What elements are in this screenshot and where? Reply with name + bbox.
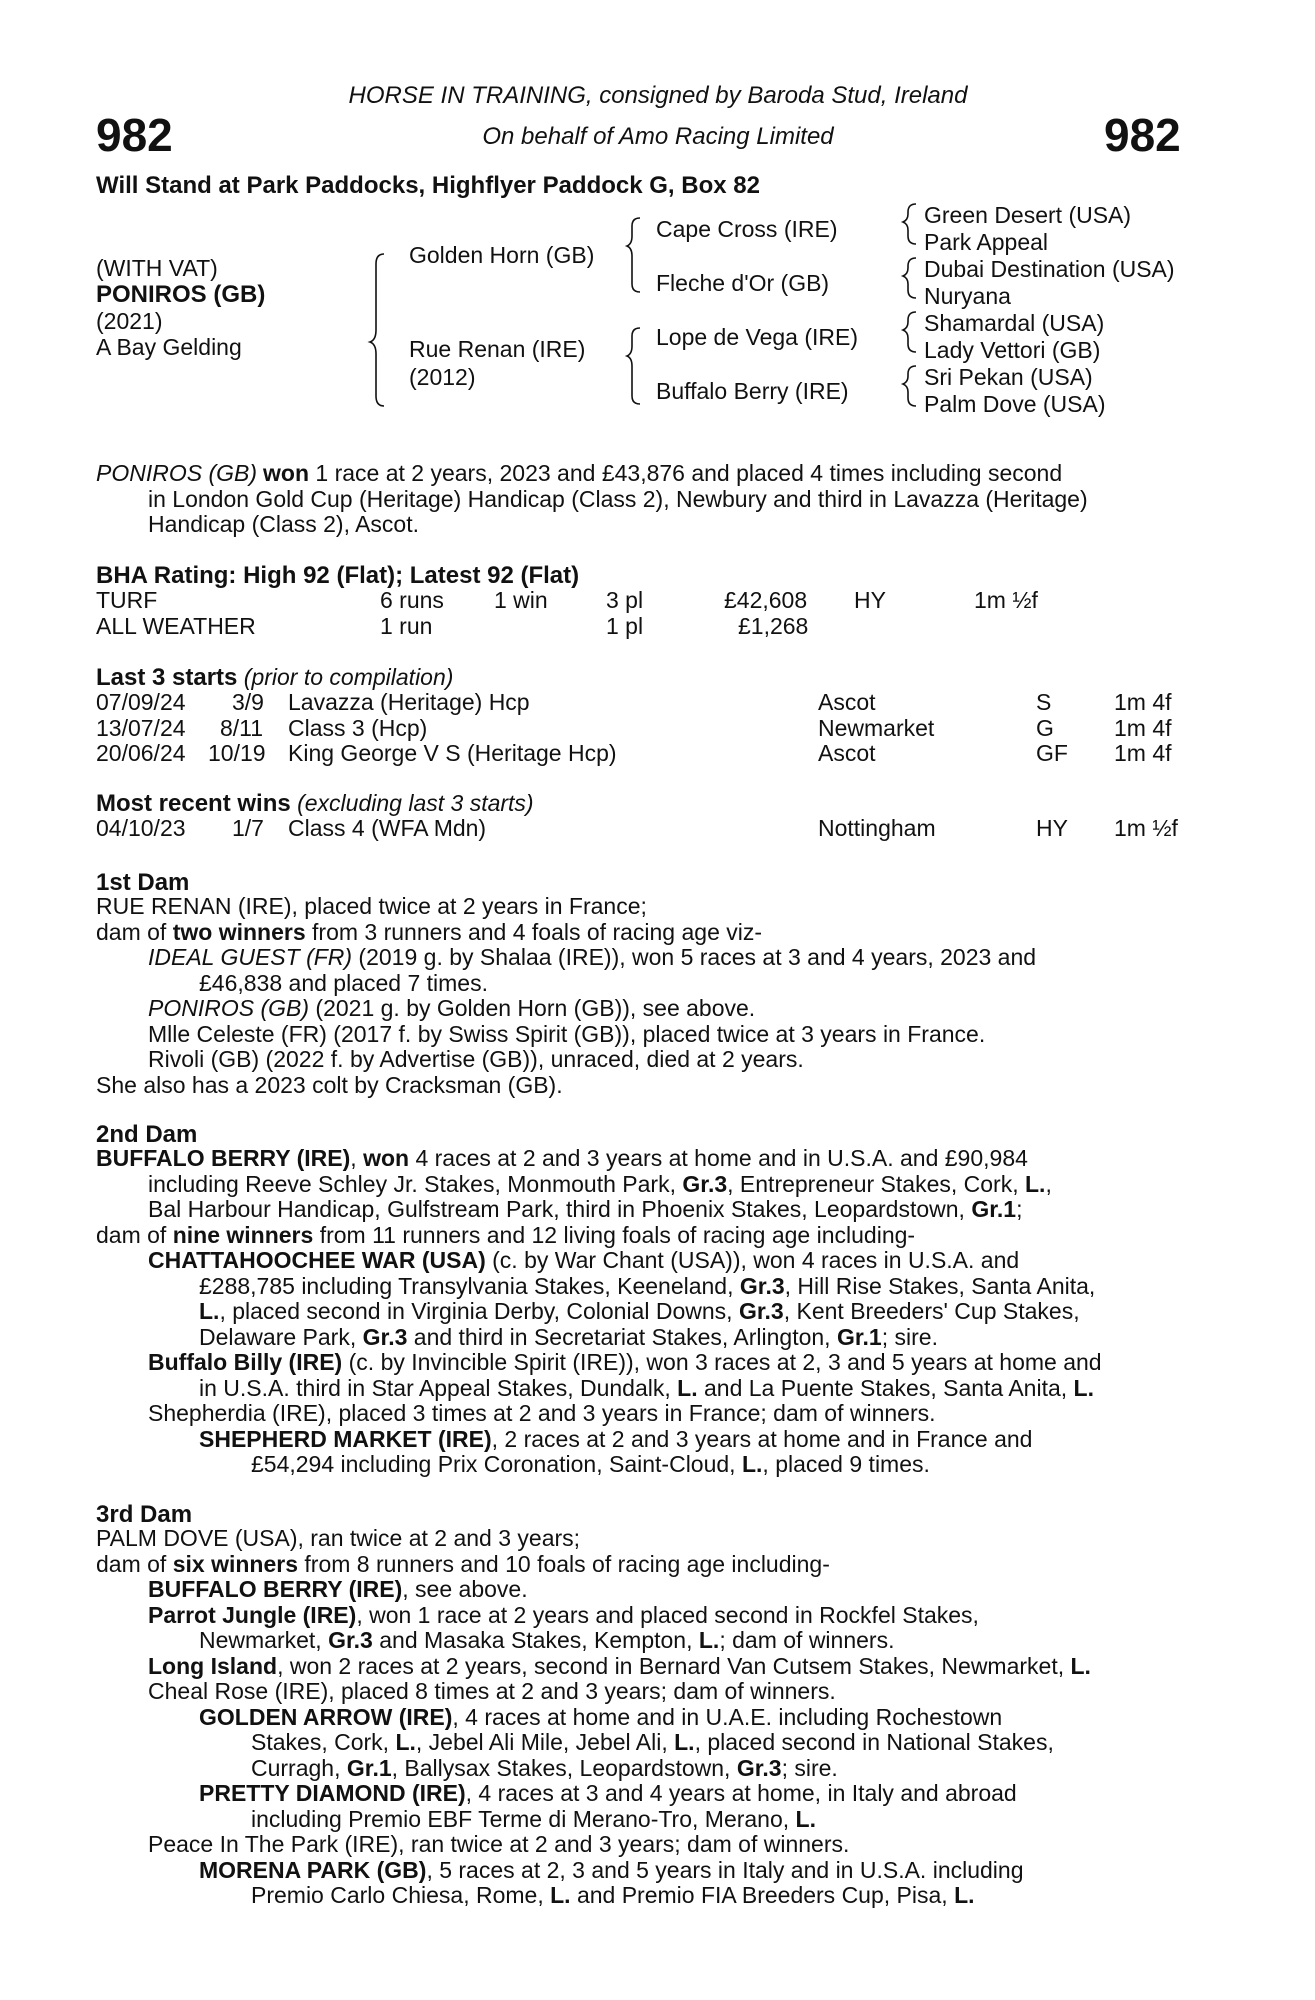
start-distance: 1m 4f	[1114, 714, 1172, 741]
grade-label: Gr.1	[971, 1196, 1017, 1222]
rating-distance: 1m ½f	[974, 587, 1038, 613]
dam3-heading: 3rd Dam	[96, 1501, 193, 1528]
pedigree-gen3-4: Nuryana	[924, 283, 1011, 309]
summary-line3: Handicap (Class 2), Ascot.	[148, 511, 420, 537]
start-date: 20/06/24	[96, 740, 186, 766]
start-course: Ascot	[818, 740, 876, 766]
recent-wins-heading-line	[96, 790, 534, 818]
grade-label: Gr.3	[739, 1272, 785, 1299]
recent-wins-heading: Most recent wins	[96, 790, 291, 817]
dam1-section	[96, 894, 1206, 1098]
start-date: 13/07/24	[96, 714, 186, 741]
text-fragment: from 3 runners and 4 foals of racing age viz-	[305, 918, 763, 945]
rating-runs: 1 run	[380, 612, 433, 639]
start-distance: 1m 4f	[1114, 689, 1172, 715]
recent-wins-table	[96, 816, 1196, 842]
recent-wins-note: (excluding last 3 starts)	[297, 790, 534, 816]
grade-label: Gr.3	[328, 1627, 373, 1653]
text-fragment: , won 2 races at 2 years, second in Bernard Van Cutsem Stakes, Newmarket,	[277, 1652, 1071, 1679]
winners-count: nine winners	[172, 1221, 314, 1248]
text-fragment: , Entrepreneur Stakes, Cork,	[727, 1170, 1025, 1197]
produce-name: MORENA PARK (GB)	[199, 1856, 427, 1883]
text-fragment: and Masaka Stakes, Kempton,	[372, 1627, 699, 1653]
dam3-produce-summary	[96, 1552, 1206, 1578]
pedigree-gen3-6: Lady Vettori (GB)	[924, 337, 1101, 363]
win-distance: 1m ½f	[1114, 815, 1178, 841]
produce-name: BUFFALO BERRY (IRE)	[148, 1576, 403, 1602]
produce-entry-cont	[96, 1274, 1206, 1300]
pedigree-gen3-7: Sri Pekan (USA)	[924, 364, 1093, 390]
last-starts-heading-line	[96, 664, 453, 692]
pedigree-gen2-3: Lope de Vega (IRE)	[656, 324, 859, 350]
listed-label: L.	[199, 1298, 220, 1324]
pedigree-gen2-1: Cape Cross (IRE)	[656, 216, 838, 242]
lot-number-left: 982	[96, 109, 173, 161]
pedigree-dam: Rue Renan (IRE)	[409, 336, 586, 362]
rating-surface: ALL WEATHER	[96, 612, 256, 639]
grandproduce-entry-cont	[96, 1452, 1206, 1478]
text-fragment: (2019 g. by Shalaa (IRE)), won 5 races at 3 and 4 years, 2023 and	[352, 944, 1037, 970]
text-fragment: Bal Harbour Handicap, Gulfstream Park, third in Phoenix Stakes, Leopardstown,	[148, 1196, 972, 1222]
produce-entry-cont	[96, 1628, 1206, 1654]
produce-entry	[96, 1654, 1206, 1680]
produce-entry	[96, 1350, 1206, 1376]
dam1-heading: 1st Dam	[96, 869, 190, 896]
produce-name: Parrot Jungle (IRE)	[148, 1601, 357, 1628]
text-fragment: , 2 races at 2 and 3 years at home and in France and	[491, 1425, 1033, 1452]
vat-label: (WITH VAT)	[96, 255, 218, 281]
text-fragment: , 4 races at home and in U.A.E. including Rochestown	[452, 1703, 1003, 1730]
pedigree-gen3-1: Green Desert (USA)	[924, 202, 1132, 228]
rating-surface: TURF	[96, 587, 158, 613]
text-fragment: , 4 races at 3 and 4 years at home, in Italy and abroad	[465, 1780, 1017, 1806]
text-fragment: 4 races at 2 and 3 years at home and in U.S.A. and £90,984	[409, 1145, 1028, 1171]
consignor-line: HORSE IN TRAINING, consigned by Baroda Stud, Ireland	[348, 82, 968, 109]
text-fragment: dam of	[96, 1550, 173, 1577]
text-fragment: including Premio EBF Terme di Merano-Tro, Merano,	[251, 1805, 796, 1832]
listed-label: L.	[550, 1882, 571, 1908]
dam3-section	[96, 1526, 1206, 1909]
grandproduce-entry-cont	[96, 1883, 1206, 1909]
text-fragment: from 8 runners and 10 foals of racing age including-	[298, 1550, 830, 1577]
text-fragment: ; sire.	[881, 1323, 938, 1350]
text-fragment: , placed second in National Stakes,	[694, 1729, 1054, 1755]
text-fragment: , see above.	[402, 1576, 528, 1602]
text-fragment: (c. by Invincible Spirit (IRE)), won 3 races at 2, 3 and 5 years at home and	[342, 1349, 1102, 1375]
pedigree-gen3-8: Palm Dove (USA)	[924, 391, 1106, 417]
listed-label: L.	[954, 1882, 975, 1908]
text-fragment: , 5 races at 2, 3 and 5 years in Italy and in U.S.A. including	[426, 1856, 1024, 1883]
start-going: G	[1036, 714, 1054, 741]
rating-wins: 1 win	[494, 587, 548, 613]
start-race: Class 3 (Hcp)	[288, 714, 428, 741]
start-race: King George V S (Heritage Hcp)	[288, 740, 617, 766]
start-position: 8/11	[220, 714, 264, 741]
behalf-line: On behalf of Amo Racing Limited	[482, 123, 834, 150]
text-fragment: and third in Secretariat Stakes, Arlington,	[407, 1323, 837, 1350]
dam1-produce-summary	[96, 920, 1206, 946]
win-date: 04/10/23	[96, 815, 186, 841]
text-fragment: , Hill Rise Stakes, Santa Anita,	[784, 1272, 1096, 1299]
pedigree-gen2-2: Fleche d'Or (GB)	[656, 270, 830, 296]
produce-entry-cont	[96, 1325, 1206, 1351]
location-line: Will Stand at Park Paddocks, Highflyer Paddock G, Box 82	[96, 172, 760, 199]
horse-description: A Bay Gelding	[96, 334, 242, 360]
text-fragment: including Reeve Schley Jr. Stakes, Monmouth Park,	[148, 1170, 683, 1197]
produce-entry-cont	[96, 1376, 1206, 1402]
rating-earnings: £1,268	[738, 612, 809, 639]
produce-entry	[96, 1603, 1206, 1629]
text-fragment: ,	[1045, 1170, 1052, 1197]
last-starts-table	[96, 690, 1196, 768]
pedigree-dam-year: (2012)	[409, 364, 476, 390]
text-fragment: ; sire.	[781, 1754, 838, 1781]
produce-entry: Rivoli (GB) (2022 f. by Advertise (GB)), unraced, died at 2 years.	[148, 1046, 804, 1072]
pedigree-gen2-4: Buffalo Berry (IRE)	[656, 378, 849, 404]
text-fragment: and La Puente Stakes, Santa Anita,	[697, 1374, 1074, 1401]
produce-entry	[96, 996, 1206, 1022]
grade-label: Gr.3	[736, 1754, 782, 1781]
win-position: 1/7	[232, 815, 264, 841]
text-fragment: Newmarket,	[199, 1627, 329, 1653]
text-fragment: ;	[1016, 1196, 1023, 1222]
start-position: 10/19	[208, 740, 266, 766]
text-fragment: ; dam of winners.	[719, 1627, 895, 1653]
bha-rating-heading: BHA Rating: High 92 (Flat); Latest 92 (Flat)	[96, 562, 580, 589]
text-fragment: Premio Carlo Chiesa, Rome,	[251, 1882, 551, 1908]
grandproduce-entry-cont	[96, 1756, 1206, 1782]
listed-label: L.	[795, 1805, 816, 1832]
start-date: 07/09/24	[96, 689, 186, 715]
dam2-line	[96, 1146, 1206, 1172]
text-fragment: , placed 9 times.	[762, 1451, 930, 1477]
grandproduce-entry-cont	[96, 1730, 1206, 1756]
race-summary	[96, 461, 1206, 538]
pedigree-gen3-2: Park Appeal	[924, 229, 1049, 255]
listed-label: L.	[698, 1627, 720, 1653]
winners-count: six winners	[172, 1550, 298, 1577]
grandproduce-entry	[96, 1427, 1206, 1453]
listed-label: L.	[674, 1729, 695, 1755]
won-label: won	[363, 1145, 410, 1171]
text-fragment: Stakes, Cork,	[251, 1729, 396, 1755]
text-fragment: and Premio FIA Breeders Cup, Pisa,	[570, 1882, 955, 1908]
text-fragment: Curragh,	[251, 1754, 347, 1781]
produce-entry	[96, 1248, 1206, 1274]
dam2-section	[96, 1146, 1206, 1478]
produce-name: PRETTY DIAMOND (IRE)	[199, 1780, 466, 1806]
rating-table	[96, 588, 1196, 640]
text-fragment: , Ballysax Stakes, Leopardstown,	[391, 1754, 737, 1781]
text-fragment: , won 1 race at 2 years and placed second in Rockfel Stakes,	[356, 1601, 979, 1628]
grandproduce-entry	[96, 1858, 1206, 1884]
produce-entry	[96, 1577, 1206, 1603]
horse-year: (2021)	[96, 308, 163, 334]
produce-name: SHEPHERD MARKET (IRE)	[199, 1425, 492, 1452]
grandproduce-entry	[96, 1705, 1206, 1731]
produce-entry: Mlle Celeste (FR) (2017 f. by Swiss Spirit (GB)), placed twice at 3 years in France.	[148, 1020, 986, 1047]
listed-label: L.	[1070, 1652, 1091, 1679]
start-course: Newmarket	[818, 714, 935, 741]
win-course: Nottingham	[818, 815, 936, 841]
grade-label: Gr.3	[738, 1298, 784, 1324]
produce-name: Buffalo Billy (IRE)	[148, 1349, 343, 1375]
text-fragment: ,	[350, 1145, 364, 1171]
last-starts-note: (prior to compilation)	[243, 664, 454, 690]
summary-won: won	[263, 460, 310, 486]
pedigree-gen3-5: Shamardal (USA)	[924, 310, 1105, 336]
produce-entry: Shepherdia (IRE), placed 3 times at 2 and 3 years in France; dam of winners.	[148, 1400, 936, 1426]
listed-label: L.	[1025, 1170, 1046, 1197]
win-going: HY	[1036, 815, 1068, 841]
last-starts-heading: Last 3 starts	[96, 664, 238, 691]
pedigree-sire: Golden Horn (GB)	[409, 242, 595, 268]
dam3-line: PALM DOVE (USA), ran twice at 2 and 3 years;	[96, 1525, 581, 1551]
start-position: 3/9	[232, 689, 264, 715]
listed-label: L.	[1073, 1374, 1094, 1401]
dam2-line	[96, 1197, 1206, 1223]
produce-entry-cont	[96, 1299, 1206, 1325]
text-fragment: in U.S.A. third in Star Appeal Stakes, Dundalk,	[199, 1374, 678, 1401]
produce-name: Long Island	[148, 1652, 278, 1679]
text-fragment: (c. by War Chant (USA)), won 4 races in U.S.A. and	[485, 1247, 1020, 1273]
grandproduce-entry-cont	[96, 1807, 1206, 1833]
start-course: Ascot	[818, 689, 876, 715]
horse-name: PONIROS (GB)	[96, 281, 266, 308]
text-fragment: £288,785 including Transylvania Stakes, Keeneland,	[199, 1272, 740, 1299]
produce-entry: Cheal Rose (IRE), placed 8 times at 2 and 3 years; dam of winners.	[148, 1678, 836, 1704]
start-going: GF	[1036, 740, 1068, 766]
listed-label: L.	[395, 1729, 416, 1755]
grandproduce-entry	[96, 1781, 1206, 1807]
start-distance: 1m 4f	[1114, 740, 1172, 766]
produce-entry	[96, 945, 1206, 971]
produce-entry: Peace In The Park (IRE), ran twice at 2 and 3 years; dam of winners.	[148, 1831, 850, 1857]
text-fragment: (2021 g. by Golden Horn (GB)), see above.	[309, 995, 756, 1021]
text-fragment: , Kent Breeders' Cup Stakes,	[783, 1298, 1080, 1324]
text-fragment: dam of	[96, 918, 173, 945]
produce-entry-cont: £46,838 and placed 7 times.	[199, 969, 488, 996]
produce-name: CHATTAHOOCHEE WAR (USA)	[148, 1247, 486, 1273]
summary-line2: in London Gold Cup (Heritage) Handicap (Class 2), Newbury and third in Lavazza (Heritage)	[148, 485, 1088, 512]
lot-number-right: 982	[1104, 109, 1181, 161]
produce-name: IDEAL GUEST (FR)	[148, 944, 353, 970]
rating-going: HY	[854, 587, 886, 613]
rating-earnings: £42,608	[724, 587, 808, 613]
text-fragment: , Jebel Ali Mile, Jebel Ali,	[415, 1729, 675, 1755]
start-going: S	[1036, 689, 1052, 715]
dam2-produce-summary	[96, 1223, 1206, 1249]
rating-runs: 6 runs	[380, 587, 444, 613]
start-race: Lavazza (Heritage) Hcp	[288, 689, 530, 715]
produce-name: GOLDEN ARROW (IRE)	[199, 1703, 453, 1730]
summary-line1: 1 race at 2 years, 2023 and £43,876 and placed 4 times including second	[309, 460, 1063, 486]
text-fragment: from 11 runners and 12 living foals of racing age including-	[313, 1221, 916, 1248]
grade-label: Gr.1	[346, 1754, 392, 1781]
dam1-line: RUE RENAN (IRE), placed twice at 2 years in France;	[96, 893, 647, 919]
text-fragment: , placed second in Virginia Derby, Colonial Downs,	[219, 1298, 739, 1324]
listed-label: L.	[741, 1451, 763, 1477]
grade-label: Gr.1	[836, 1323, 882, 1350]
dam-name: BUFFALO BERRY (IRE)	[96, 1145, 351, 1171]
grade-label: Gr.3	[682, 1170, 728, 1197]
pedigree-gen3-3: Dubai Destination (USA)	[924, 256, 1175, 282]
text-fragment: Delaware Park,	[199, 1323, 363, 1350]
dam1-line: She also has a 2023 colt by Cracksman (GB).	[96, 1071, 563, 1098]
rating-placed: 3 pl	[606, 587, 644, 613]
listed-label: L.	[677, 1374, 698, 1401]
text-fragment: £54,294 including Prix Coronation, Saint-Cloud,	[251, 1451, 742, 1477]
grade-label: Gr.3	[362, 1323, 408, 1350]
rating-placed: 1 pl	[606, 612, 644, 639]
dam2-heading: 2nd Dam	[96, 1121, 198, 1148]
produce-name: PONIROS (GB)	[148, 995, 310, 1021]
win-race: Class 4 (WFA Mdn)	[288, 815, 487, 841]
winners-count: two winners	[172, 918, 306, 945]
summary-horse-name: PONIROS (GB)	[96, 460, 258, 486]
text-fragment: dam of	[96, 1221, 173, 1248]
dam2-line	[96, 1172, 1206, 1198]
